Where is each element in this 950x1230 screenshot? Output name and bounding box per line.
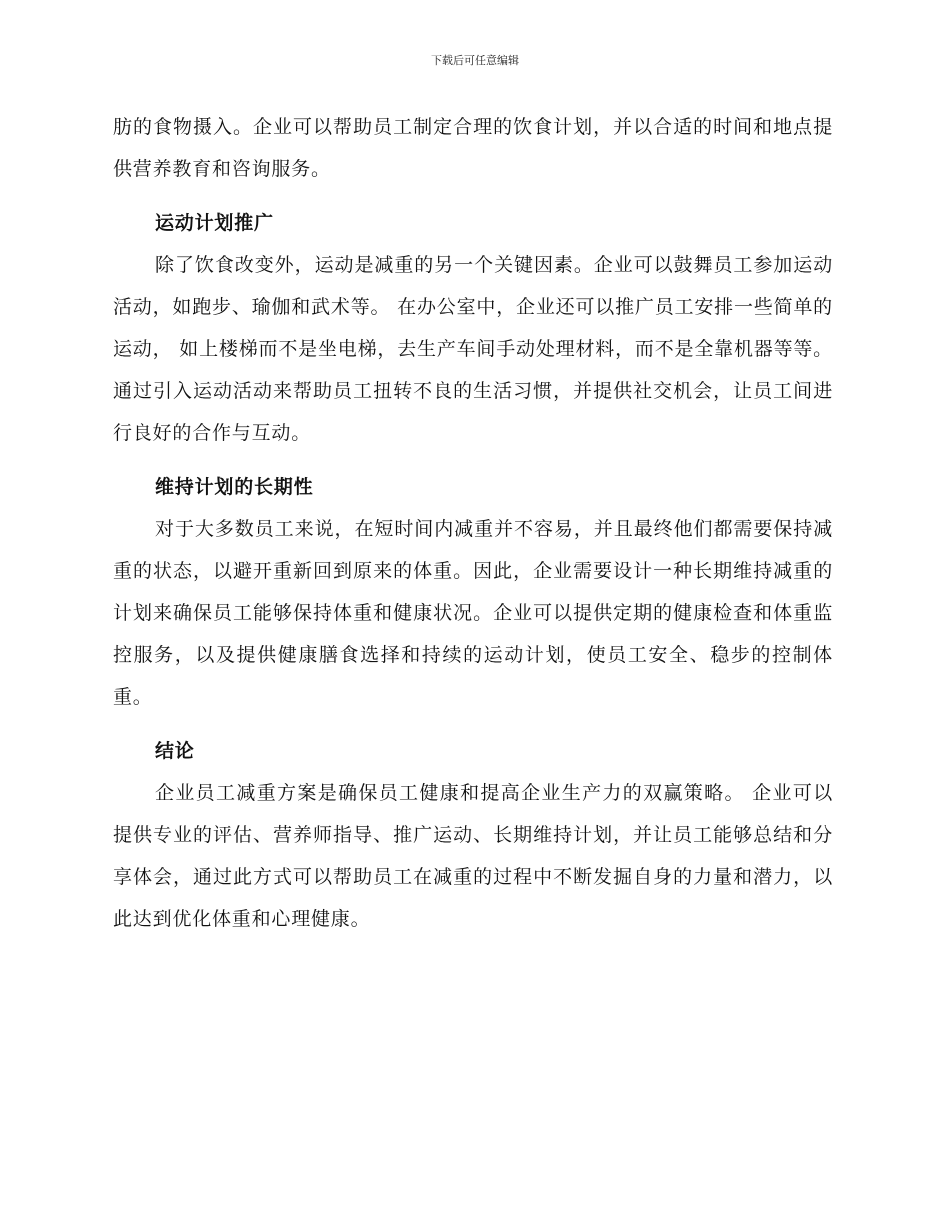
section-paragraph-conclusion: 企业员工减重方案是确保员工健康和提高企业生产力的双赢策略。 企业可以提供专业的评估、营养师指导、推广运动、长期维持计划，并让员工能够总结和分享体会，通过此方式可以帮助员工在减重的过程中不断发掘自身的力量和潜力，以此达到优化体重和心理健康。 [113, 782, 833, 930]
section-paragraph-exercise: 除了饮食改变外，运动是减重的另一个关键因素。企业可以鼓舞员工参加运动活动，如跑步、瑜伽和武术等。 在办公室中，企业还可以推广员工安排一些简单的运动， 如上楼梯而不是坐电梯，去生产车间手动处理材料，而不是全靠机器等等。通过引入运动活动来帮助员工扭转不良的生活习惯，并提供社交机会，让员工间进行良好的合作与互动。 [113, 254, 833, 444]
section-heading-long-term: 维持计划的长期性 [155, 476, 314, 498]
section-heading-exercise: 运动计划推广 [155, 212, 274, 234]
section-paragraph-long-term: 对于大多数员工来说，在短时间内减重并不容易，并且最终他们都需要保持减重的状态，以避开重新回到原来的体重。因此，企业需要设计一种长期维持减重的计划来确保员工能够保持体重和健康状况。企业可以提供定期的健康检查和体重监控服务，以及提供健康膳食选择和持续的运动计划，使员工安全、稳步的控制体重。 [113, 518, 833, 708]
intro-paragraph: 肪的食物摄入。企业可以帮助员工制定合理的饮食计划，并以合适的时间和地点提供营养教育和咨询服务。 [113, 116, 833, 180]
page-header: 下载后可任意编辑 [431, 54, 519, 67]
document-body [113, 106, 833, 940]
section-heading-conclusion: 结论 [155, 740, 195, 762]
